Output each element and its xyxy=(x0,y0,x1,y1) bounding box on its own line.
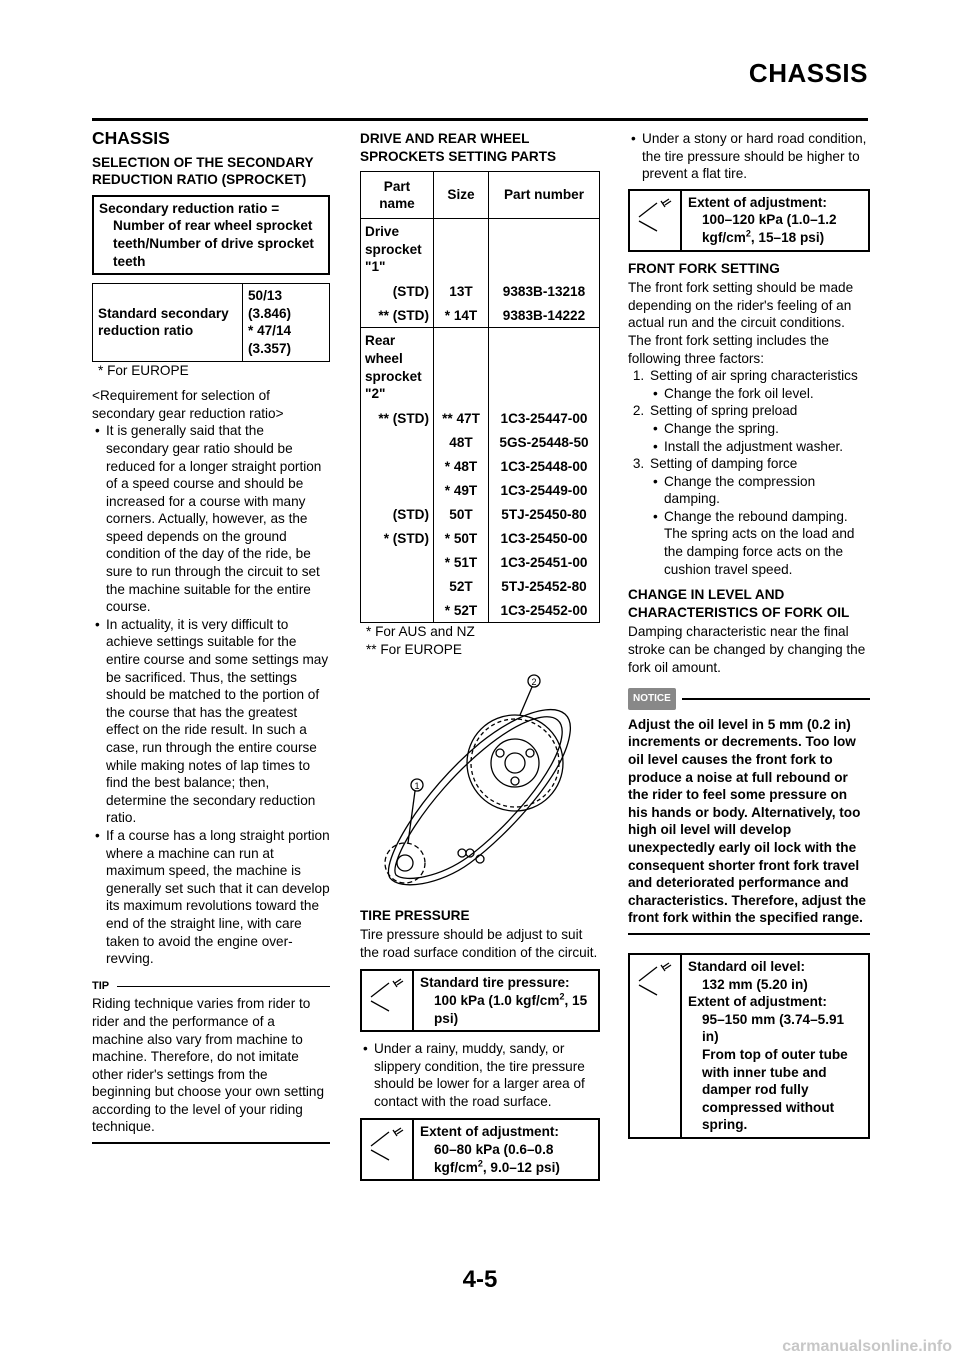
spec-value-end: , 9.0–12 psi) xyxy=(482,1159,560,1175)
table-cell: 9383B-13218 xyxy=(489,280,600,304)
notice-label: NOTICE xyxy=(628,688,676,710)
spec-value: 100–120 kPa (1.0–1.2 kgf/cm xyxy=(702,212,837,245)
change-heading: CHANGE IN LEVEL AND CHARACTERISTICS OF FORK OIL xyxy=(628,587,850,620)
standard-ratio-table xyxy=(92,283,330,361)
table-row xyxy=(361,599,600,623)
table-cell: 1C3-25451-00 xyxy=(489,551,600,575)
table-row xyxy=(361,575,600,599)
table-cell: 13T xyxy=(434,280,489,304)
front-fork-text: The front fork setting should be made depending on the rider's feeling of an actual run and the circuit conditions. The front fork setting includes the following three factors: xyxy=(628,280,854,366)
std-ratio-note: * For EUROPE xyxy=(98,362,189,378)
table-cell xyxy=(361,431,434,455)
wrench-icon xyxy=(630,955,682,1137)
spec-value-end: , 15 psi) xyxy=(434,992,588,1026)
spec-title: Standard oil level: xyxy=(688,958,806,974)
table-cell: 5TJ-25452-80 xyxy=(489,575,600,599)
table-cell: ** (STD) xyxy=(361,407,434,431)
tire-adjust-box-2 xyxy=(628,189,870,252)
tip-rule xyxy=(117,986,330,987)
std-ratio-value: (3.357) xyxy=(248,340,292,356)
tire-pressure-text: Tire pressure should be adjust to suit the road surface condition of the circuit. xyxy=(360,927,598,960)
table-cell: * 49T xyxy=(434,479,489,503)
std-tire-pressure-box xyxy=(360,969,600,1032)
notice-header xyxy=(628,688,870,710)
tire-pressure-heading: TIRE PRESSURE xyxy=(360,907,470,923)
list-item: • Change the rebound damping. The spring acts on the load and the damping force acts on the cushion travel speed. xyxy=(664,508,870,578)
table-cell: 1C3-25447-00 xyxy=(489,407,600,431)
wrench-icon xyxy=(362,971,414,1030)
table-cell: 1C3-25449-00 xyxy=(489,479,600,503)
page-number: 4-5 xyxy=(462,1266,498,1293)
list-item: • Under a rainy, muddy, sandy, or slippery condition, the tire pressure should be lower for a larger area of contact with the road surface. xyxy=(374,1040,600,1110)
spec-title: Extent of adjustment: xyxy=(688,194,827,210)
sprocket-chain-illustration xyxy=(360,663,600,903)
table-cell xyxy=(361,455,434,479)
spec-sup: 2 xyxy=(745,228,751,239)
column-3 xyxy=(628,130,870,1139)
factor-title: Setting of damping force xyxy=(650,456,798,472)
tip-end-rule xyxy=(92,1142,330,1144)
list-item: • Change the fork oil level. xyxy=(664,385,870,403)
table-cell: 1C3-25452-00 xyxy=(489,599,600,623)
page-header-title: CHASSIS xyxy=(748,58,868,88)
table-cell: (STD) xyxy=(361,280,434,304)
col-header: Part name xyxy=(361,172,434,219)
list-item: • Under a stony or hard road condition, the tire pressure should be higher to prevent a flat tire. xyxy=(642,130,870,183)
spec-title: Extent of adjustment: xyxy=(420,1124,559,1140)
table-cell: 48T xyxy=(434,431,489,455)
table-cell: 5GS-25448-50 xyxy=(489,431,600,455)
table-cell: * 51T xyxy=(434,551,489,575)
col-header: Size xyxy=(434,172,489,219)
wrench-icon xyxy=(630,191,682,250)
table-cell: (STD) xyxy=(361,503,434,527)
std-ratio-label: Standard secondary reduction ratio xyxy=(93,284,243,361)
factor-title: Setting of air spring characteristics xyxy=(650,368,858,384)
table-cell: 1C3-25448-00 xyxy=(489,455,600,479)
col-header: Part number xyxy=(489,172,600,219)
list-item: • Change the compression damping. xyxy=(664,473,870,508)
section-heading: CHASSIS xyxy=(92,128,170,148)
table-row xyxy=(361,527,600,551)
notice-text: Adjust the oil level in 5 mm (0.2 in) increments or decrements. Too low oil level causes the front fork to produce a noise at full rebound or the rider to feel some pressure on his hands or body. Alternatively, too high oil level will develop unexpectedly early oil lock with the consequent shorter front fork travel and deteriorated performance and characteristics. Therefore, adjust the front fork within the specified range. xyxy=(628,716,866,926)
table-cell: * 50T xyxy=(434,527,489,551)
figure-label-2: 2 xyxy=(531,676,537,687)
list-item: • If a course has a long straight portion where a machine can run at maximum speed, the machine is generally set such that it can develop its maximum revolutions toward the end of the straight line, with care taken to avoid the engine over-revving. xyxy=(106,827,330,968)
tire-adjust-box xyxy=(360,1118,600,1181)
wrench-icon xyxy=(362,1120,414,1179)
table-cell: ** 47T xyxy=(434,407,489,431)
table-cell xyxy=(361,575,434,599)
table-cell xyxy=(361,599,434,623)
table-cell: 5TJ-25450-80 xyxy=(489,503,600,527)
tip-label: TIP xyxy=(92,979,110,992)
watermark: carmanualsonline.info xyxy=(782,1338,952,1355)
list-item: • In actuality, it is very difficult to achieve settings suitable for the entire course and some settings may be sacrificed. Thus, the settings should be matched to the portion of the course that has the greatest effect on the ride result. In such a case, run through the entire course while making notes of lap times to find the best balance; then, determine the secondary reduction ratio. xyxy=(106,616,330,827)
table-cell xyxy=(361,551,434,575)
table-cell: 9383B-14222 xyxy=(489,304,600,328)
table-cell: * 48T xyxy=(434,455,489,479)
sprocket-heading: DRIVE AND REAR WHEEL SPROCKETS SETTING PARTS xyxy=(360,131,557,164)
tip-text: Riding technique varies from rider to rider and the performance of a machine also vary from machine to machine. Therefore, do not imitate other rider's settings from the beginning but choose your own setting according to the level of your riding technique. xyxy=(92,996,325,1135)
change-text: Damping characteristic near the final stroke can be changed by changing the fork oil amount. xyxy=(628,624,866,675)
list-item xyxy=(648,455,870,578)
formula-box xyxy=(92,195,330,275)
std-ratio-value: 50/13 xyxy=(248,288,283,304)
table-cell: 50T xyxy=(434,503,489,527)
table-row xyxy=(361,304,600,328)
factor-title: Setting of spring preload xyxy=(650,403,798,419)
spec-value-end: , 15–18 psi) xyxy=(750,229,825,245)
rainy-list xyxy=(360,1040,600,1110)
table-cell: * 52T xyxy=(434,599,489,623)
table-row xyxy=(361,407,600,431)
spec-value: 132 mm (5.20 in) xyxy=(702,976,808,992)
table-row xyxy=(361,280,600,304)
table-row xyxy=(361,479,600,503)
table-row xyxy=(361,503,600,527)
spec-sup: 2 xyxy=(477,1158,483,1169)
factor-list xyxy=(628,367,870,578)
stony-list xyxy=(628,130,870,183)
requirement-title: <Requirement for selection of secondary gear reduction ratio> xyxy=(92,388,284,421)
table-cell: 52T xyxy=(434,575,489,599)
header-rule xyxy=(92,118,868,121)
front-fork-heading: FRONT FORK SETTING xyxy=(628,260,780,276)
group-label: Rear wheel sprocket "2" xyxy=(361,328,434,407)
spec-title: Standard tire pressure: xyxy=(420,975,570,991)
list-item: • Install the adjustment washer. xyxy=(664,438,870,456)
oil-level-box xyxy=(628,953,870,1139)
table-note: * For AUS and NZ xyxy=(366,624,475,640)
notice-end-rule xyxy=(628,933,870,935)
formula-line1: Secondary reduction ratio = xyxy=(99,200,280,216)
notice-rule xyxy=(682,698,870,700)
table-cell: * (STD) xyxy=(361,527,434,551)
group-label: Drive sprocket "1" xyxy=(361,219,434,280)
formula-line2: Number of rear wheel sprocket teeth/Number of drive sprocket teeth xyxy=(113,218,314,269)
list-item xyxy=(648,402,870,455)
list-item xyxy=(648,367,870,402)
table-cell: * 14T xyxy=(434,304,489,328)
figure-label-1: 1 xyxy=(414,780,420,791)
spec-value: 95–150 mm (3.74–5.91 in) xyxy=(702,1011,845,1045)
table-note: ** For EUROPE xyxy=(366,641,462,657)
subheading: SELECTION OF THE SECONDARY REDUCTION RATIO (SPROCKET) xyxy=(92,154,314,188)
list-item: • Change the spring. xyxy=(664,420,870,438)
list-item: • It is generally said that the secondary gear ratio should be reduced for a longer straight portion of a speed course and should be increased for a course with many corners. Actually, however, as the speed depends on the ground condition of the day of the ride, be sure to run through the circuit to set the machine suitable for the entire course. xyxy=(106,422,330,616)
sprocket-table xyxy=(360,171,600,623)
table-row xyxy=(361,431,600,455)
spec-note: From top of outer tube with inner tube and damper rod fully compressed without spring. xyxy=(702,1046,848,1133)
column-1 xyxy=(92,130,330,1144)
requirement-list xyxy=(92,422,330,967)
spec-title: Extent of adjustment: xyxy=(688,994,827,1010)
tip-header xyxy=(92,978,330,996)
table-row xyxy=(361,551,600,575)
table-cell: 1C3-25450-00 xyxy=(489,527,600,551)
table-row xyxy=(361,455,600,479)
spec-value: 60–80 kPa (0.6–0.8 kgf/cm xyxy=(434,1142,554,1175)
column-2 xyxy=(360,130,600,1181)
spec-sup: 2 xyxy=(559,991,565,1002)
std-ratio-value: * 47/14 xyxy=(248,323,292,339)
table-cell: ** (STD) xyxy=(361,304,434,328)
std-ratio-value: (3.846) xyxy=(248,305,292,321)
table-cell xyxy=(361,479,434,503)
spec-value: 100 kPa (1.0 kgf/cm xyxy=(434,992,560,1008)
